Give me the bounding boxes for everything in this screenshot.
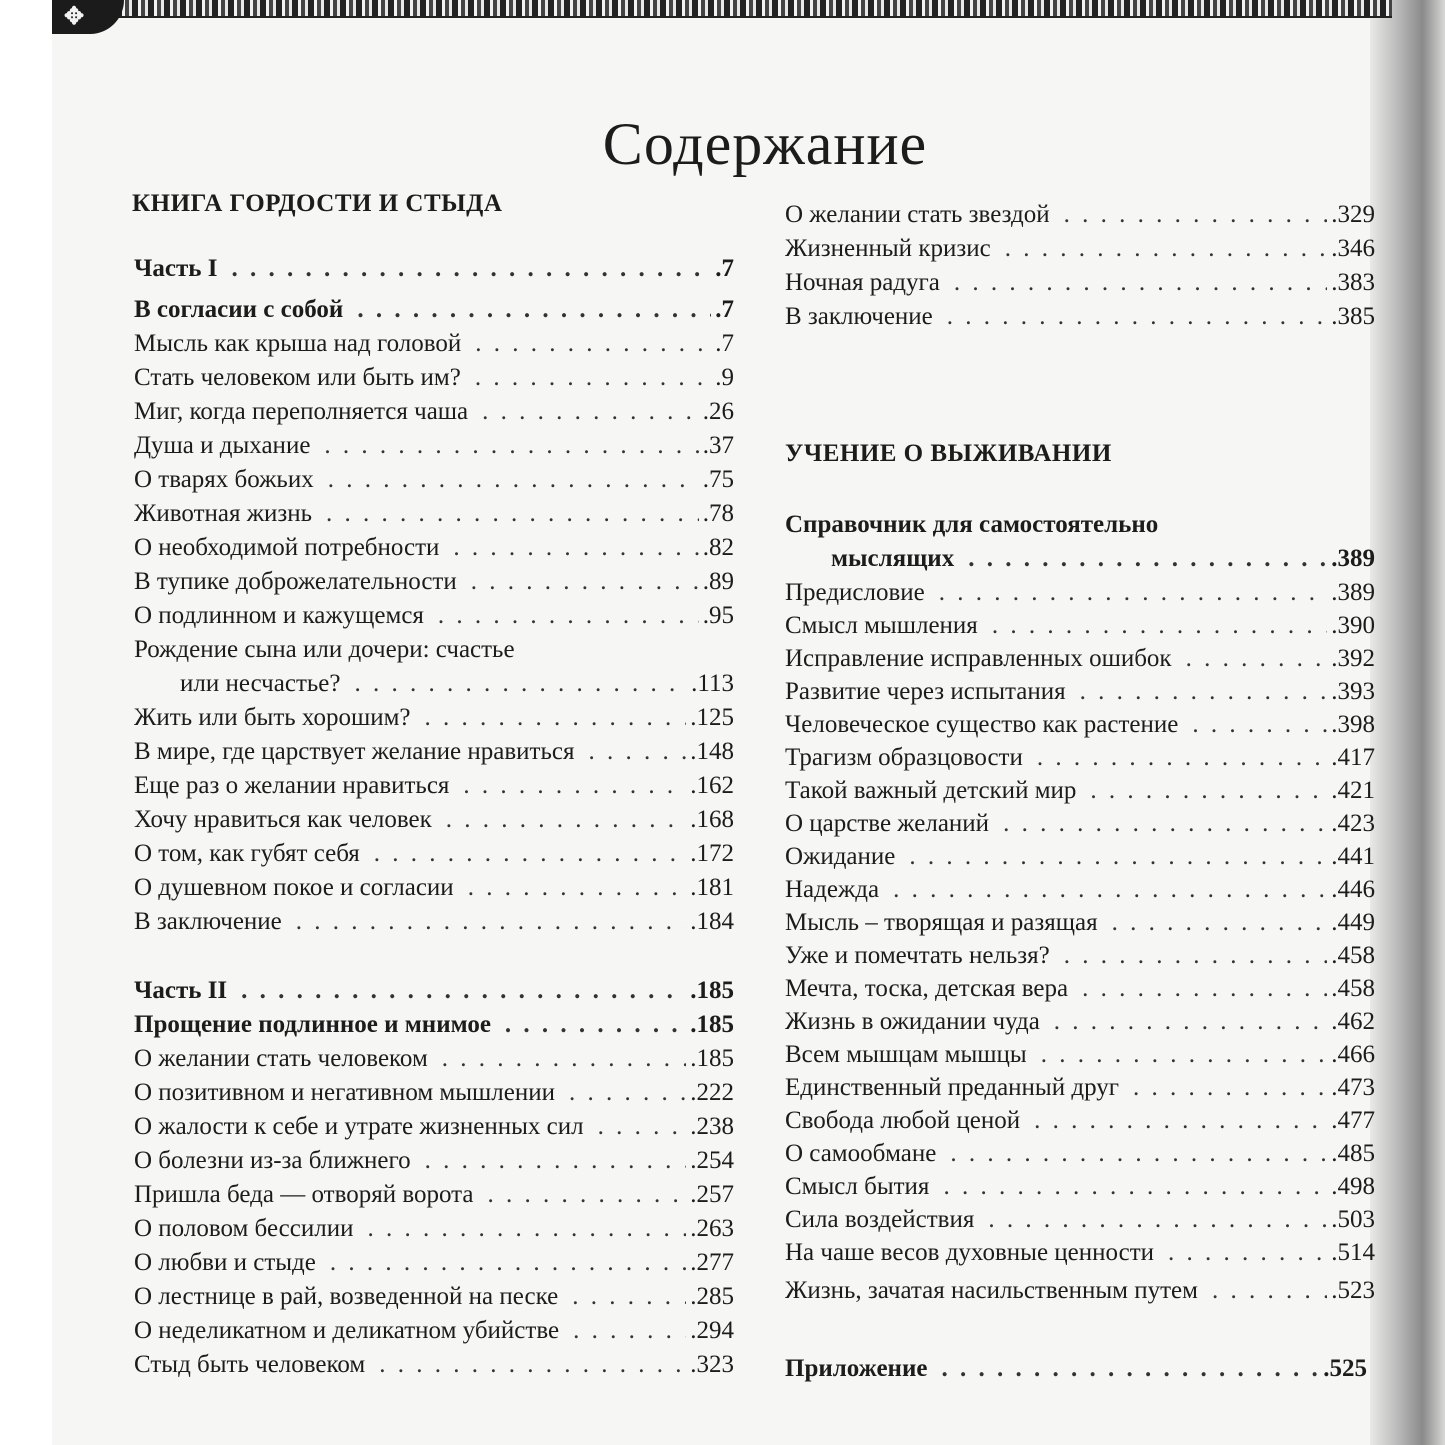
entry-title: Ожидание (785, 843, 896, 870)
page-number: .514 (1331, 1239, 1375, 1266)
entry-title: Жить или быть хорошим? (134, 704, 411, 731)
entry-title: Стыд быть человеком (134, 1351, 366, 1378)
page-number: .421 (1331, 777, 1375, 804)
entry-title: Прощение подлинное и мнимое (134, 1011, 491, 1038)
page-number: .75 (702, 466, 734, 493)
page-number: .263 (690, 1215, 734, 1242)
book-title-pride-shame: КНИГА ГОРДОСТИ И СТЫДА (132, 190, 503, 217)
entry-title: Исправление исправленных ошибок (785, 645, 1172, 672)
page-number: .485 (1331, 1140, 1375, 1167)
dot-leader (1041, 1038, 1328, 1072)
toc-part-1[interactable] (134, 252, 734, 286)
dot-leader (374, 837, 686, 871)
toc-entry[interactable] (134, 871, 734, 905)
entry-title: В заключение (785, 303, 933, 330)
entry-title: В мире, где царствует желание нравиться (134, 738, 575, 765)
entry-title: О позитивном и негативном мышлении (134, 1079, 555, 1106)
dot-leader (1112, 906, 1328, 940)
page-number: .398 (1331, 711, 1375, 738)
page-number: .37 (702, 432, 734, 459)
dot-leader (1212, 1274, 1327, 1308)
dot-leader (947, 300, 1327, 334)
page-number: .9 (715, 364, 734, 391)
entry-title: Смысл мышления (785, 612, 978, 639)
dot-leader (330, 1246, 686, 1280)
entry-title: или несчастье? (180, 670, 341, 697)
toc-entry[interactable] (134, 361, 734, 395)
corner-ornament-icon: ✥ (52, 0, 124, 34)
dot-leader (572, 1280, 686, 1314)
entry-title: Мечта, тоска, детская вера (785, 975, 1069, 1002)
toc-entry[interactable] (785, 906, 1375, 940)
page-number: .329 (1331, 201, 1375, 228)
toc-entry[interactable] (785, 1274, 1375, 1308)
dot-leader (442, 1042, 686, 1076)
dot-leader (1082, 972, 1327, 1006)
dot-leader (598, 1110, 687, 1144)
dot-leader (475, 327, 711, 361)
dot-leader (326, 497, 699, 531)
dot-leader (1192, 708, 1327, 742)
dot-leader (1054, 1005, 1327, 1039)
dot-leader (468, 871, 687, 905)
page-number: .238 (690, 1113, 734, 1140)
toc-entry[interactable] (134, 905, 734, 939)
page-number: .181 (690, 874, 734, 901)
entry-title: В согласии с собой (134, 296, 344, 323)
entry-title: Единственный преданный друг (785, 1074, 1119, 1101)
entry-title: О лестнице в рай, возведенной на песке (134, 1283, 559, 1310)
entry-title: Свобода любой ценой (785, 1107, 1021, 1134)
dot-leader (954, 266, 1327, 300)
page-number: .285 (690, 1283, 734, 1310)
dot-leader (296, 905, 686, 939)
toc-entry[interactable] (785, 1137, 1375, 1171)
entry-title: О половом бессилии (134, 1215, 354, 1242)
toc-entry[interactable] (134, 1212, 734, 1246)
page-number: .449 (1331, 909, 1375, 936)
page-number: .7 (715, 296, 734, 323)
page-number: .222 (690, 1079, 734, 1106)
entry-title: О болезни из-за ближнего (134, 1147, 411, 1174)
entry-title: Часть I (134, 255, 218, 282)
toc-entry[interactable] (785, 873, 1375, 907)
entry-title: О желании стать человеком (134, 1045, 428, 1072)
toc-entry[interactable] (134, 599, 734, 633)
toc-entry[interactable] (785, 609, 1375, 643)
dot-leader (463, 769, 686, 803)
toc-section-handbook-line2[interactable] (831, 542, 1375, 576)
dot-leader (471, 565, 699, 599)
page-number: .477 (1331, 1107, 1375, 1134)
dot-leader (893, 873, 1327, 907)
page-number: .323 (690, 1351, 734, 1378)
page-number: .346 (1331, 235, 1375, 262)
dot-leader (446, 803, 686, 837)
entry-title: Такой важный детский мир (785, 777, 1077, 804)
entry-title: Жизнь в ожидании чуда (785, 1008, 1040, 1035)
dot-leader (939, 576, 1327, 610)
page-number: .389 (1331, 579, 1375, 606)
toc-entry[interactable] (134, 429, 734, 463)
page-number: .7 (715, 330, 734, 357)
entry-title: О жалости к себе и утрате жизненных сил (134, 1113, 584, 1140)
dot-leader (1133, 1071, 1327, 1105)
dot-leader (569, 1076, 686, 1110)
page-number: .392 (1331, 645, 1375, 672)
page-number: .523 (1331, 1277, 1375, 1304)
dot-leader (354, 667, 687, 701)
book-title-survival: УЧЕНИЕ О ВЫЖИВАНИИ (785, 440, 1112, 467)
toc-entry[interactable] (134, 565, 734, 599)
toc-entry[interactable] (134, 531, 734, 565)
page-number: .89 (702, 568, 734, 595)
entry-title: В заключение (134, 908, 282, 935)
toc-entry[interactable] (785, 198, 1375, 232)
dot-leader (1064, 198, 1328, 232)
dot-leader (943, 1170, 1327, 1204)
toc-entry[interactable] (134, 837, 734, 871)
page-edge-shadow (1370, 0, 1445, 1445)
page-number: .95 (702, 602, 734, 629)
toc-entry[interactable] (134, 327, 734, 361)
dot-leader (324, 429, 698, 463)
entry-title: О царстве желаний (785, 810, 990, 837)
entry-title: Уже и помечтать нельзя? (785, 942, 1050, 969)
entry-title: Душа и дыхание (134, 432, 311, 459)
entry-title: Ночная радуга (785, 269, 940, 296)
entry-title: О тварях божьих (134, 466, 314, 493)
entry-title: Пришла беда — отворяй ворота (134, 1181, 474, 1208)
toc-entry[interactable] (134, 497, 734, 531)
toc-entry[interactable] (134, 1246, 734, 1280)
entry-title: Часть II (134, 977, 228, 1004)
toc-entry-wrapped-line1: Рождение сына или дочери: счастье (134, 636, 515, 663)
dot-leader (992, 609, 1327, 643)
entry-title: Животная жизнь (134, 500, 313, 527)
page-number: .383 (1331, 269, 1375, 296)
page-number: .82 (702, 534, 734, 561)
toc-entry[interactable] (134, 803, 734, 837)
page-number: .458 (1331, 975, 1375, 1002)
page-number: .446 (1331, 876, 1375, 903)
dot-leader (487, 1178, 686, 1212)
page-number: .498 (1331, 1173, 1375, 1200)
page-number: .113 (691, 670, 734, 697)
entry-title: Мысль – творящая и разящая (785, 909, 1098, 936)
dot-leader (950, 1137, 1327, 1171)
page-number: .185 (690, 1045, 734, 1072)
ornamental-top-border (52, 0, 1392, 18)
dot-leader (941, 1352, 1319, 1386)
dot-leader (453, 531, 698, 565)
dot-leader (1168, 1236, 1327, 1270)
entry-title: В тупике доброжелательности (134, 568, 457, 595)
toc-entry[interactable] (785, 1170, 1375, 1204)
entry-title: На чаше весов духовные ценности (785, 1239, 1155, 1266)
toc-entry[interactable] (785, 774, 1375, 808)
toc-entry[interactable] (134, 701, 734, 735)
dot-leader (1005, 232, 1328, 266)
entry-title: Миг, когда переполняется чаша (134, 398, 469, 425)
toc-entry[interactable] (785, 232, 1375, 266)
entry-title: Развитие через испытания (785, 678, 1066, 705)
page-number: .257 (690, 1181, 734, 1208)
toc-entry[interactable] (785, 576, 1375, 610)
dot-leader (425, 1144, 687, 1178)
dot-leader (1037, 741, 1327, 775)
dot-leader (482, 395, 699, 429)
page-number: .458 (1331, 942, 1375, 969)
toc-entry[interactable] (785, 1038, 1375, 1072)
page-number: .417 (1331, 744, 1375, 771)
dot-leader (357, 293, 711, 327)
dot-leader (988, 1203, 1327, 1237)
entry-title: О необходимой потребности (134, 534, 440, 561)
page-number: .26 (702, 398, 734, 425)
entry-title: Человеческое существо как растение (785, 711, 1179, 738)
dot-leader (1080, 675, 1328, 709)
toc-entry[interactable] (785, 972, 1375, 1006)
toc-entry[interactable] (134, 1042, 734, 1076)
dot-leader (1064, 939, 1327, 973)
toc-entry[interactable] (134, 1314, 734, 1348)
page-number: .78 (702, 500, 734, 527)
entry-title: О самообмане (785, 1140, 937, 1167)
toc-section-in-agreement[interactable] (134, 293, 734, 327)
entry-title: О желании стать звездой (785, 201, 1050, 228)
page-number: .185 (690, 977, 734, 1004)
page-number: .423 (1331, 810, 1375, 837)
toc-entry[interactable] (785, 675, 1375, 709)
entry-title: Еще раз о желании нравиться (134, 772, 450, 799)
toc-entry[interactable] (134, 769, 734, 803)
entry-title: О том, как губят себя (134, 840, 360, 867)
toc-entry[interactable] (785, 807, 1375, 841)
page-number: .125 (690, 704, 734, 731)
entry-title: Хочу нравиться как человек (134, 806, 432, 833)
page-number: .441 (1331, 843, 1375, 870)
entry-title: О душевном покое и согласии (134, 874, 454, 901)
dot-leader (231, 252, 711, 286)
toc-entry[interactable] (785, 1104, 1375, 1138)
page-number: .473 (1331, 1074, 1375, 1101)
dot-leader (367, 1212, 686, 1246)
dot-leader (379, 1348, 686, 1382)
toc-appendix[interactable] (785, 1352, 1367, 1386)
toc-entry[interactable] (134, 1144, 734, 1178)
toc-entry[interactable] (785, 642, 1375, 676)
toc-entry[interactable] (134, 1076, 734, 1110)
entry-title: О любви и стыде (134, 1249, 316, 1276)
page-number: .390 (1331, 612, 1375, 639)
toc-entry[interactable] (134, 735, 734, 769)
toc-entry[interactable] (785, 1203, 1375, 1237)
toc-entry[interactable] (785, 939, 1375, 973)
entry-title: Стать человеком или быть им? (134, 364, 461, 391)
entry-title: Сила воздействия (785, 1206, 975, 1233)
page-number: .7 (715, 255, 734, 282)
entry-title: О подлинном и кажущемся (134, 602, 424, 629)
dot-leader (505, 1008, 686, 1042)
entry-title: Предисловие (785, 579, 925, 606)
page-number: .277 (690, 1249, 734, 1276)
dot-leader (588, 735, 686, 769)
dot-leader (573, 1314, 686, 1348)
toc-entry[interactable] (134, 1280, 734, 1314)
dot-leader (1186, 642, 1328, 676)
dot-leader (968, 542, 1327, 576)
toc-entry[interactable] (785, 266, 1375, 300)
dot-leader (475, 361, 711, 395)
entry-title: мыслящих (831, 545, 955, 572)
toc-entry[interactable] (134, 1178, 734, 1212)
entry-title: Смысл бытия (785, 1173, 930, 1200)
entry-title: Жизненный кризис (785, 235, 991, 262)
dot-leader (1034, 1104, 1327, 1138)
toc-entry[interactable] (785, 300, 1375, 334)
dot-leader (425, 701, 687, 735)
entry-title: Жизнь, зачатая насильственным путем (785, 1277, 1198, 1304)
toc-entry[interactable] (785, 741, 1375, 775)
toc-section-handbook-line1: Справочник для самостоятельно (785, 511, 1159, 538)
dot-leader (241, 974, 686, 1008)
dot-leader (1090, 774, 1327, 808)
page-number: .503 (1331, 1206, 1375, 1233)
dot-leader (1003, 807, 1327, 841)
toc-entry[interactable] (134, 463, 734, 497)
page-number: .294 (690, 1317, 734, 1344)
toc-entry[interactable] (785, 840, 1375, 874)
page-number: .525 (1323, 1355, 1367, 1382)
page-number: .393 (1331, 678, 1375, 705)
entry-title: Трагизм образцовости (785, 744, 1023, 771)
toc-entry[interactable] (134, 395, 734, 429)
page-number: .385 (1331, 303, 1375, 330)
page-number: .462 (1331, 1008, 1375, 1035)
entry-title: Надежда (785, 876, 880, 903)
toc-entry[interactable] (134, 1348, 734, 1382)
toc-entry[interactable] (785, 1005, 1375, 1039)
toc-entry[interactable] (785, 708, 1375, 742)
toc-entry-wrapped-line2[interactable] (180, 667, 734, 701)
page-number: .466 (1331, 1041, 1375, 1068)
page-title: Содержание (602, 111, 928, 178)
page-number: .185 (690, 1011, 734, 1038)
toc-entry[interactable] (785, 1236, 1375, 1270)
page-number: .254 (690, 1147, 734, 1174)
entry-title: Всем мышцам мышцы (785, 1041, 1027, 1068)
entry-title: Мысль как крыша над головой (134, 330, 462, 357)
toc-entry[interactable] (134, 1110, 734, 1144)
page-number: .148 (690, 738, 734, 765)
entry-title: Приложение (785, 1355, 928, 1382)
dot-leader (438, 599, 699, 633)
toc-part-2[interactable] (134, 974, 734, 1008)
page-number: .168 (690, 806, 734, 833)
entry-title: О неделикатном и деликатном убийстве (134, 1317, 560, 1344)
page-number: .389 (1331, 545, 1375, 572)
dot-leader (328, 463, 699, 497)
page-number: .172 (690, 840, 734, 867)
toc-entry[interactable] (785, 1071, 1375, 1105)
page-number: .184 (690, 908, 734, 935)
toc-section-forgiveness[interactable] (134, 1008, 734, 1042)
page-number: .162 (690, 772, 734, 799)
dot-leader (909, 840, 1327, 874)
